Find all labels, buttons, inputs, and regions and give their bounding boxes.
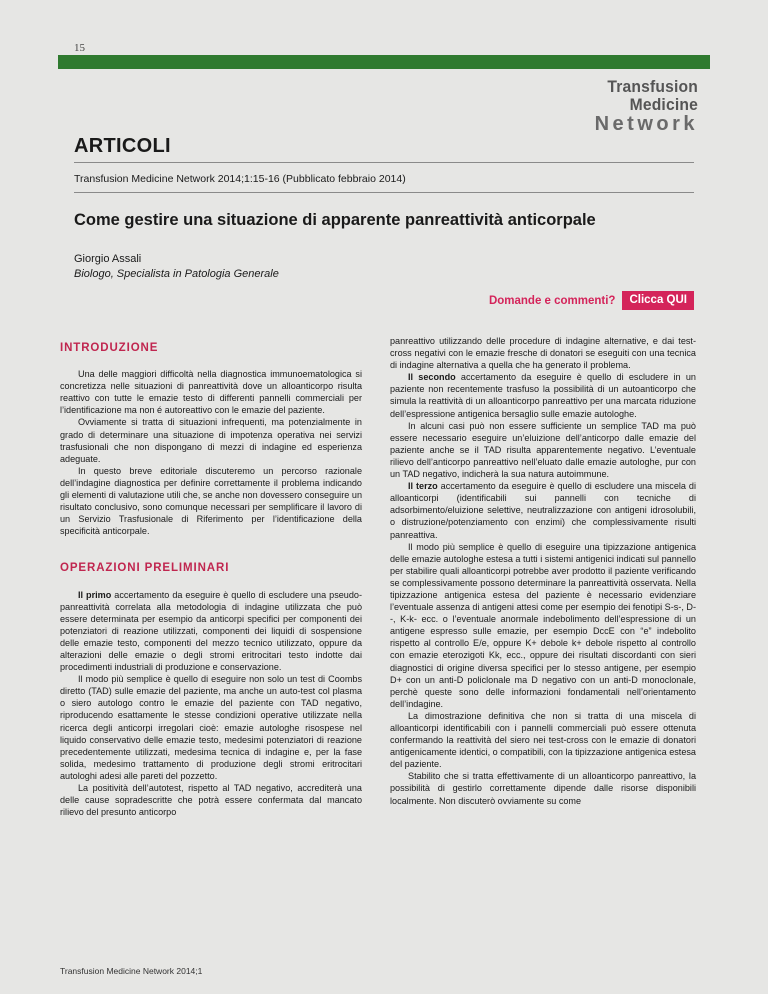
- article-title: Come gestire una situazione di apparente panreattività anticorpale: [74, 211, 596, 229]
- logo-line-1: Transfusion Medicine: [607, 77, 698, 114]
- paragraph: La positività dell’autotest, rispetto al TAD negativo, accrediterà una delle cause sopradescritte che potrà essere confermata dal mancato rilievo del presunto anticorpo: [60, 783, 362, 818]
- heading-operazioni-preliminari: OPERAZIONI PRELIMINARI: [60, 562, 230, 575]
- paragraph: La dimostrazione definitiva che non si tratta di una miscela di alloanticorpi identificabili con i pannelli commerciali può essere ottenuta confermando la reattività del siero nei test-cross con le emazie di donatori antigenicamente identici, o compatibili, con la tipizzazione antigenica estesa del paziente.: [390, 710, 696, 770]
- page-footer: Transfusion Medicine Network 2014;1: [60, 966, 203, 976]
- journal-logo: [548, 78, 698, 134]
- divider-top: [74, 162, 694, 163]
- heading-introduzione: INTRODUZIONE: [60, 342, 159, 354]
- section-label: ARTICOLI: [74, 135, 171, 157]
- author-affiliation: Biologo, Specialista in Patologia Generale: [74, 268, 279, 280]
- lead-bold: Il primo: [78, 589, 112, 600]
- paragraph: In questo breve editoriale discuteremo un percorso razionale dell’indagine diagnostica per definire correttamente il problema indicando gli elementi di valutazione utili che, se anche non dovessero conseguire un risultato conclusivo, sono comunque necessari per semplificare il lavoro di un Servizio Trasfusionale di Riferimento per l’identificazione della specificità anticorpale.: [60, 465, 362, 537]
- comments-cta: [489, 291, 694, 310]
- citation: Transfusion Medicine Network 2014;1:15-16 (Pubblicato febbraio 2014): [74, 173, 406, 185]
- right-column: [390, 335, 696, 807]
- click-here-button[interactable]: Clicca QUI: [622, 291, 694, 310]
- paragraph: Il secondo accertamento da eseguire è quello di escludere in un paziente non recentemente trasfuso la possibilità di un autoanticorpo che simula la reattività di un alloanticorpo panreattivo per una marcata riduzione dell’espressione antigenica bersaglio sulle emazie autologhe.: [390, 372, 696, 419]
- lead-bold: Il terzo: [408, 481, 438, 492]
- paragraph: Ovviamente si tratta di situazioni infrequenti, ma potenzialmente in grado di determinare una situazione di impotenza operativa nei servizi trasfusionali che non dispongano di mezzi di indagine ed esperienza adeguate.: [60, 417, 362, 464]
- divider-bottom: [74, 192, 694, 193]
- paragraph: panreattivo utilizzando delle procedure di indagine alternative, e dai test-cross negativi con le emazie fresche di donatori se eseguiti con una tecnica di indagine alternativa a quella che ha generato il problema.: [390, 336, 696, 371]
- paragraph: In alcuni casi può non essere sufficiente un semplice TAD ma può essere necessario eseguire un’eluizione dell’anticorpo dalle emazie del paziente anche se il TAD risulta apparentemente negativo. L’eventuale rilievo dell’anticorpo panreattivo nell’eluato dalle emazie autologhe, pur con un TAD negativo, indicherà la sua natura autoimmune.: [390, 420, 696, 480]
- paragraph: Stabilito che si tratta effettivamente di un alloanticorpo panreattivo, la possibilità di gestirlo correttamente dipende dalle risorse disponibili localmente. Non discuterò ovviamente su come: [390, 771, 696, 806]
- paragraph: Il terzo accertamento da eseguire è quello di escludere una miscela di alloanticorpi (identificabili sui pannelli con tecniche di adsorbimento/eluizione selettive, neutralizzazione con antigeni idrosolubili, o distruzione/potenziamento con enzimi) che complessivamente risulti panreattiva.: [390, 481, 696, 540]
- left-column: [60, 335, 362, 818]
- logo-line-2: Network: [594, 113, 698, 135]
- paragraph: Il modo più semplice è quello di eseguire una tipizzazione antigenica delle emazie autologhe estesa a tutti i sistemi antigenici indicati sul pannello per stabilire quali alloanticorpi potrebbe aver prodotto il paziente verificando se complessivamente possono determinare la panreattività osservata. Nella tipizzazione antigenica estesa del paziente è necessario evidenziare l’eventuale assenza di antigeni attesi come per esempio dei fenotipi S-s-, D--, K-k- ecc. o l’eventuale anormale indebolimento dell’espressione di un antigene espresso sulle emazie, per esempio DccE con “e” indebolito rispetto al controllo E/e, oppure K+ debole k+ debole rispetto al controllo con emazie eterozigoti Kk, ecc., oppure dei risultati discordanti con sieri diagnostici di origine diversa specifici per lo stesso antigene, per esempio D+ con un anti-D policlonale ma D negativo con un anti-D monoclonale, perchè queste sono delle informazioni fondamentali nell’orientamento dell’indagine.: [390, 541, 696, 709]
- header-band: [58, 55, 710, 69]
- page-number: 15: [74, 42, 85, 54]
- lead-bold: Il secondo: [408, 372, 456, 383]
- cta-question: Domande e commenti?: [488, 294, 616, 307]
- paragraph: Il modo più semplice è quello di eseguire non solo un test di Coombs diretto (TAD) sulle emazie del paziente, ma anche un auto-test col plasma o siero autologo contro le emazie del paziente con TAD negativo, riproducendo esattamente le stesse condizioni operative utilizzate nella ricerca degli anticorpi irregolari cioè: emazie autologhe risospese nel liquido conservativo delle emazie testo, medesimi potenziatori di reazione precedentemente utilizzati, medesima tecnica di indagine e, per la fase solida, medesimo trattamento di produzione degli stromi eritrocitari autologhi adesi alle pareti del pozzetto.: [60, 674, 362, 781]
- paragraph: Una delle maggiori difficoltà nella diagnostica immunoematologica si concretizza nelle situazioni di panreattività dove un alloanticorpo risulta reattivo con tutte le emazie testo di differenti pannelli commerciali per l’identificazione ma non é autoreattivo con le emazie del paziente.: [60, 369, 362, 416]
- paragraph: Il primo accertamento da eseguire è quello di escludere una pseudo-panreattività correlata alla metodologia di indagine utilizzata che può essere determinata per esempio da anticorpi specifici per componenti dei potenziatori di reazione utilizzati, componenti dei liquidi di sospensione delle emazie testo, componenti del mezzo tecnico utilizzato, oppure da alterazioni delle emazie o degli stromi eritrocitari testo indotte dai procedimenti industriali di produzione e conservazione.: [60, 589, 362, 673]
- author-name: Giorgio Assali: [74, 253, 142, 265]
